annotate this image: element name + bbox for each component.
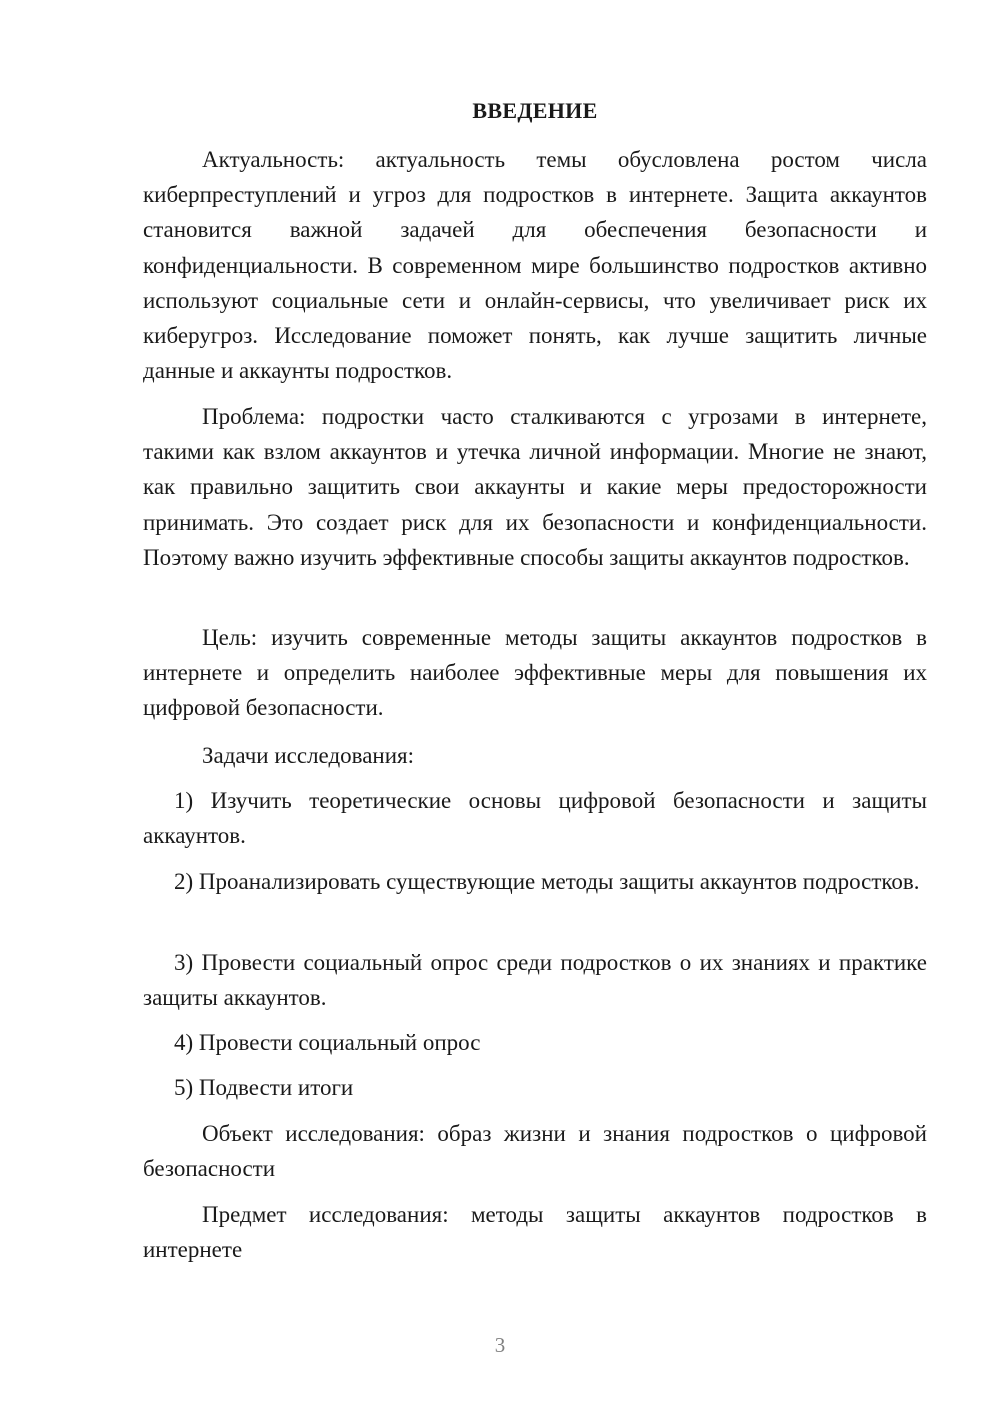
page-title: ВВЕДЕНИЕ: [472, 98, 598, 123]
paragraph-problem: Проблема: подростки часто сталкиваются с угрозами в интернете, такими как взлом аккаунтов и утечка личной информации. Многие не знают, как правильно защитить свои аккаунты и какие меры предосторожности принимать. Это создает риск для их безопасности и конфиденциальности. Поэтому важно изучить эффективные способы защиты аккаунтов подростков.: [143, 404, 927, 570]
task-item-5: 5) Подвести итоги: [174, 1075, 354, 1100]
task-item-3: 3) Провести социальный опрос среди подростков о их знаниях и практике защиты аккаунтов.: [143, 950, 927, 1011]
paragraph-goal: Цель: изучить современные методы защиты аккаунтов подростков в интернете и определить наиболее эффективные меры для повышения их цифровой безопасности.: [143, 625, 927, 721]
task-item-2: 2) Проанализировать существующие методы защиты аккаунтов подростков.: [174, 869, 920, 894]
task-item-1: 1) Изучить теоретические основы цифровой безопасности и защиты аккаунтов.: [143, 788, 927, 849]
task-item-4: 4) Провести социальный опрос: [174, 1030, 481, 1055]
paragraph-object: Объект исследования: образ жизни и знания подростков о цифровой безопасности: [143, 1121, 927, 1182]
paragraph-relevance: Актуальность: актуальность темы обусловлена ростом числа киберпреступлений и угроз для подростков в интернете. Защита аккаунтов становится важной задачей для обеспечения безопасности и конфиденциальности. В современном мире большинство подростков активно используют социальные сети и онлайн-сервисы, что увеличивает риск их киберугроз. Исследование поможет понять, как лучше защитить личные данные и аккаунты подростков.: [143, 147, 927, 384]
paragraph-subject: Предмет исследования: методы защиты аккаунтов подростков в интернете: [143, 1202, 927, 1263]
page-number: 3: [494, 1333, 506, 1357]
tasks-heading: Задачи исследования:: [202, 743, 415, 768]
